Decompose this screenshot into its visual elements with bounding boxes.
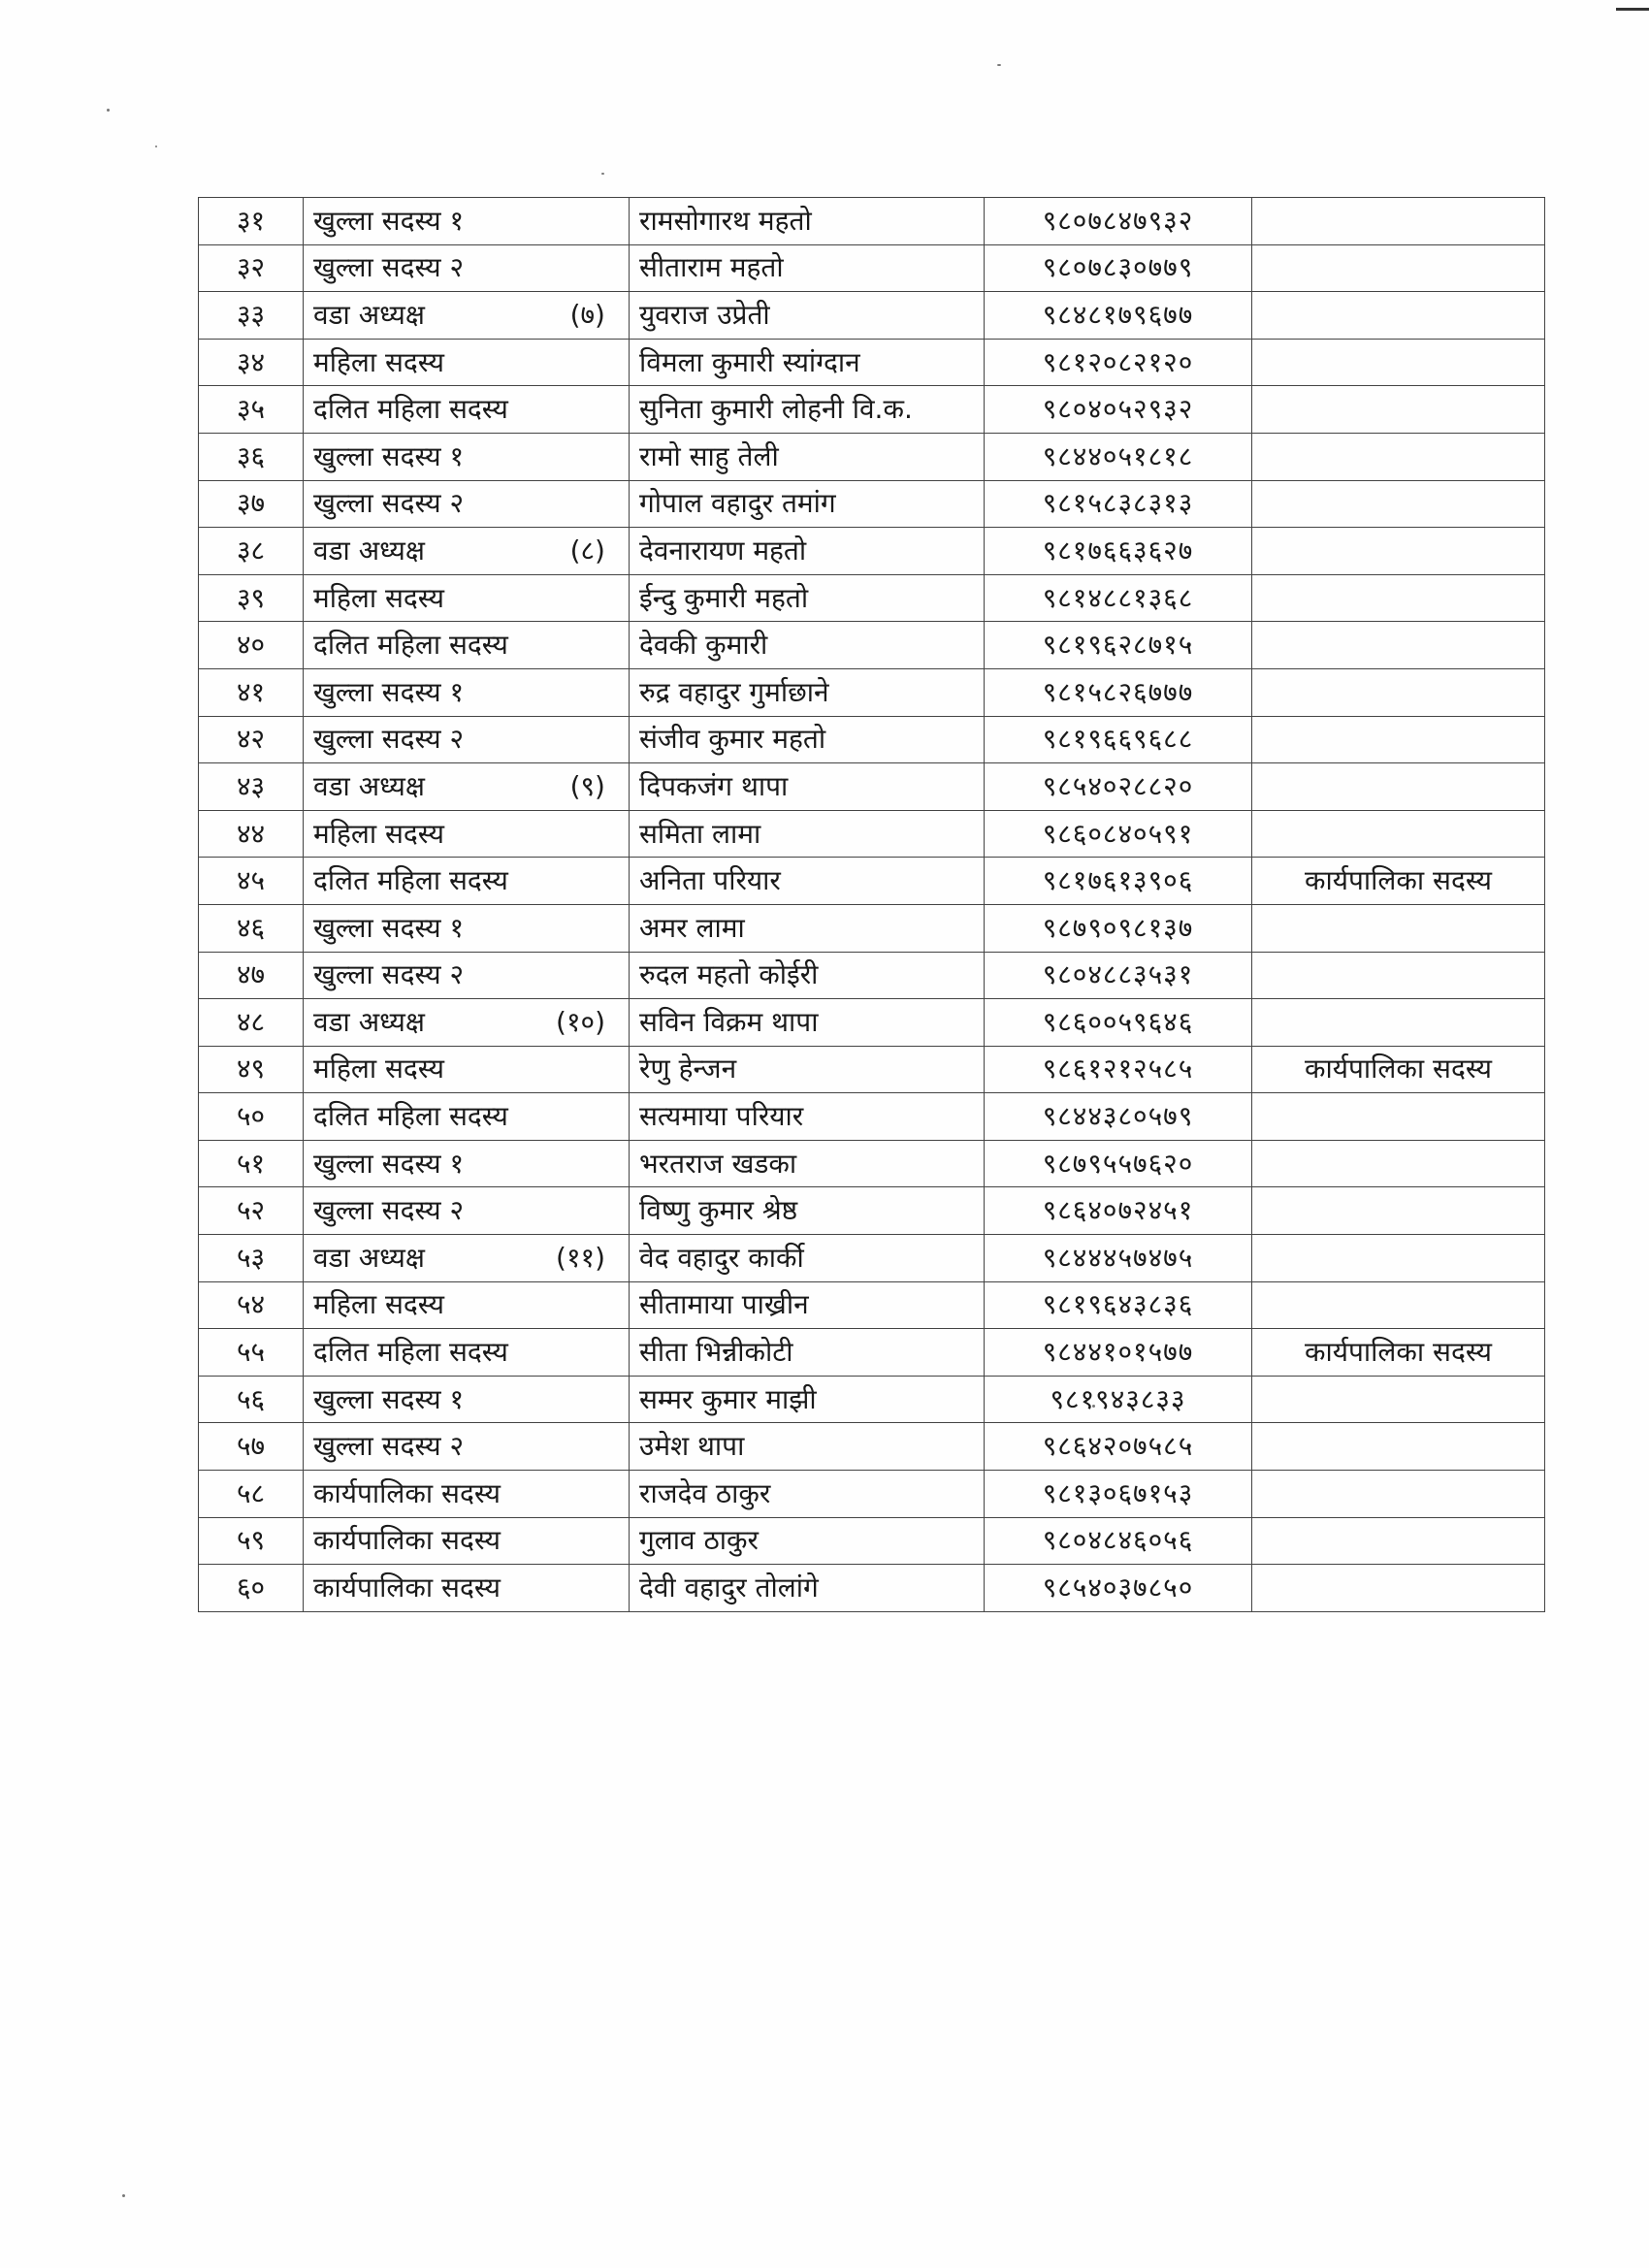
remark-cell	[1252, 244, 1545, 292]
post-cell	[304, 198, 630, 245]
table-row	[199, 952, 1545, 999]
serial-number-cell: ३७	[199, 480, 304, 528]
remark-cell	[1252, 668, 1545, 716]
post-label: महिला सदस्य	[313, 581, 444, 614]
ward-number: (९)	[569, 769, 605, 802]
post-cell-content	[313, 1476, 619, 1509]
phone-number-cell: ९८७९०९८१३७	[985, 904, 1252, 952]
post-cell	[304, 292, 630, 340]
remark-cell	[1252, 952, 1545, 999]
serial-number-cell: ५१	[199, 1140, 304, 1187]
post-cell-content	[313, 911, 619, 944]
serial-number-cell: ३२	[199, 244, 304, 292]
member-name-cell: सीताराम महतो	[630, 244, 985, 292]
remark-cell	[1252, 1376, 1545, 1423]
remark-cell	[1252, 528, 1545, 575]
member-name-cell: देवनारायण महतो	[630, 528, 985, 575]
phone-number-cell: ९८६००५९६४६	[985, 999, 1252, 1047]
table-row	[199, 999, 1545, 1047]
phone-number-cell: ९८१५८२६७७७	[985, 668, 1252, 716]
post-cell	[304, 1140, 630, 1187]
post-cell	[304, 716, 630, 763]
post-cell-content	[313, 393, 619, 426]
serial-number-cell: ५४	[199, 1281, 304, 1329]
member-name-cell: रुद्र वहादुर गुर्माछाने	[630, 668, 985, 716]
member-name-cell: विमला कुमारी स्यांग्दान	[630, 339, 985, 386]
post-cell-content	[313, 1288, 619, 1321]
post-cell-content	[313, 629, 619, 662]
table-row	[199, 198, 1545, 245]
member-name-cell: रामसोगारथ महतो	[630, 198, 985, 245]
serial-number-cell: ५६	[199, 1376, 304, 1423]
post-cell-content	[313, 251, 619, 284]
phone-number-cell: ९८६४०७२४५१	[985, 1187, 1252, 1235]
table-row	[199, 716, 1545, 763]
member-name-cell: सीतामाया पाख्रीन	[630, 1281, 985, 1329]
remark-cell	[1252, 904, 1545, 952]
post-label: महिला सदस्य	[313, 817, 444, 850]
table-row	[199, 668, 1545, 716]
post-cell-content	[313, 864, 619, 897]
post-label: कार्यपालिका सदस्य	[313, 1476, 501, 1509]
serial-number-cell: ३१	[199, 198, 304, 245]
post-label: महिला सदस्य	[313, 1053, 444, 1085]
serial-number-cell: ५०	[199, 1093, 304, 1141]
remark-cell	[1252, 386, 1545, 434]
phone-number-cell: ९८१७६१३९०६	[985, 858, 1252, 905]
remark-cell	[1252, 574, 1545, 622]
post-label: दलित महिला सदस्य	[313, 629, 508, 662]
post-cell-content	[313, 1100, 619, 1133]
post-cell-content	[313, 1430, 619, 1463]
post-cell	[304, 810, 630, 858]
table-row	[199, 339, 1545, 386]
member-name-cell: गोपाल वहादुर तमांग	[630, 480, 985, 528]
scan-speck	[107, 109, 110, 112]
table-row	[199, 763, 1545, 811]
phone-number-cell: ९८१५८३८३१३	[985, 480, 1252, 528]
post-label: खुल्ला सदस्य २	[313, 723, 465, 756]
member-name-cell: देवकी कुमारी	[630, 622, 985, 669]
member-name-cell: राजदेव ठाकुर	[630, 1471, 985, 1518]
post-label: दलित महिला सदस्य	[313, 1336, 508, 1369]
post-cell-content	[313, 769, 619, 802]
member-name-cell: सुनिता कुमारी लोहनी वि.क.	[630, 386, 985, 434]
post-cell	[304, 1565, 630, 1612]
remark-cell	[1252, 1093, 1545, 1141]
remark-cell: कार्यपालिका सदस्य	[1252, 1329, 1545, 1377]
phone-number-cell: ९८१२०८२१२०	[985, 339, 1252, 386]
table-row	[199, 1565, 1545, 1612]
post-label: वडा अध्यक्ष	[313, 298, 425, 331]
phone-number-cell: ९८५४०३७८५०	[985, 1565, 1252, 1612]
phone-number-cell: ९८६०८४०५९१	[985, 810, 1252, 858]
post-cell-content	[313, 298, 619, 331]
post-cell-content	[313, 675, 619, 708]
phone-number-cell: ९८४४३८०५७९	[985, 1093, 1252, 1141]
member-name-cell: अनिता परियार	[630, 858, 985, 905]
post-cell	[304, 339, 630, 386]
member-name-cell: भरतराज खडका	[630, 1140, 985, 1187]
post-label: खुल्ला सदस्य २	[313, 1430, 465, 1463]
serial-number-cell: ५७	[199, 1423, 304, 1471]
table-row	[199, 1423, 1545, 1471]
serial-number-cell: ५९	[199, 1517, 304, 1565]
serial-number-cell: ५३	[199, 1235, 304, 1282]
remark-cell	[1252, 1187, 1545, 1235]
member-list-body	[199, 198, 1545, 1612]
post-label: खुल्ला सदस्य २	[313, 487, 465, 520]
table-row	[199, 622, 1545, 669]
post-cell	[304, 622, 630, 669]
phone-number-cell: ९८६४२०७५८५	[985, 1423, 1252, 1471]
scan-speck	[155, 146, 157, 147]
remark-cell	[1252, 1471, 1545, 1518]
post-cell	[304, 668, 630, 716]
table-row	[199, 386, 1545, 434]
post-cell-content	[313, 1055, 619, 1083]
table-row	[199, 433, 1545, 480]
remark-cell	[1252, 1281, 1545, 1329]
post-label: खुल्ला सदस्य १	[313, 675, 465, 708]
post-cell-content	[313, 1241, 619, 1274]
post-cell	[304, 904, 630, 952]
member-name-cell: रेणु हेन्जन	[630, 1046, 985, 1093]
post-label: कार्यपालिका सदस्य	[313, 1524, 501, 1557]
serial-number-cell: ४५	[199, 858, 304, 905]
remark-cell	[1252, 339, 1545, 386]
phone-number-cell: ९८४८१७९६७७	[985, 292, 1252, 340]
post-cell-content	[313, 345, 619, 378]
table-row	[199, 1093, 1545, 1141]
post-label: कार्यपालिका सदस्य	[313, 1571, 501, 1604]
member-name-cell: देवी वहादुर तोलांगे	[630, 1565, 985, 1612]
post-label: दलित महिला सदस्य	[313, 393, 508, 426]
phone-number-cell: ९८६१२१२५८५	[985, 1046, 1252, 1093]
post-cell-content	[313, 439, 619, 472]
post-cell-content	[313, 204, 619, 237]
post-label: महिला सदस्य	[313, 345, 444, 378]
member-name-cell: उमेश थापा	[630, 1423, 985, 1471]
table-row	[199, 904, 1545, 952]
serial-number-cell: ३८	[199, 528, 304, 575]
remark-cell	[1252, 716, 1545, 763]
member-name-cell: वेद वहादुर कार्की	[630, 1235, 985, 1282]
serial-number-cell: ५५	[199, 1329, 304, 1377]
serial-number-cell: ३६	[199, 433, 304, 480]
phone-number-cell: ९८१४८८१३६८	[985, 574, 1252, 622]
table-row	[199, 858, 1545, 905]
post-label: खुल्ला सदस्य १	[313, 911, 465, 944]
table-row	[199, 1140, 1545, 1187]
remark-cell	[1252, 198, 1545, 245]
post-cell-content	[313, 1005, 619, 1038]
phone-number-cell: ९८४४१०१५७७	[985, 1329, 1252, 1377]
post-cell	[304, 386, 630, 434]
post-label: वडा अध्यक्ष	[313, 1241, 425, 1274]
post-cell-content	[313, 1194, 619, 1227]
scan-edge-mark	[1616, 8, 1649, 11]
phone-number-cell: ९८०७८४७९३२	[985, 198, 1252, 245]
post-cell	[304, 1093, 630, 1141]
post-label: खुल्ला सदस्य १	[313, 1382, 465, 1415]
post-cell	[304, 244, 630, 292]
table-row	[199, 1517, 1545, 1565]
serial-number-cell: ४७	[199, 952, 304, 999]
scan-speck	[122, 2194, 125, 2197]
post-cell-content	[313, 817, 619, 850]
post-cell	[304, 480, 630, 528]
serial-number-cell: ४१	[199, 668, 304, 716]
serial-number-cell: ६०	[199, 1565, 304, 1612]
member-name-cell: रामो साहु तेली	[630, 433, 985, 480]
post-cell-content	[313, 1336, 619, 1369]
phone-number-cell: ९८४४०५१८१८	[985, 433, 1252, 480]
post-cell	[304, 574, 630, 622]
remark-cell	[1252, 810, 1545, 858]
post-cell-content	[313, 487, 619, 520]
post-cell-content	[313, 534, 619, 567]
post-cell	[304, 1329, 630, 1377]
member-name-cell: सविन विक्रम थापा	[630, 999, 985, 1047]
member-name-cell: दिपकजंग थापा	[630, 763, 985, 811]
member-name-cell: संजीव कुमार महतो	[630, 716, 985, 763]
serial-number-cell: ४०	[199, 622, 304, 669]
remark-cell	[1252, 1565, 1545, 1612]
table-row	[199, 1235, 1545, 1282]
ward-number: (७)	[569, 298, 605, 331]
post-label: वडा अध्यक्ष	[313, 534, 425, 567]
post-cell-content	[313, 1524, 619, 1557]
post-cell-content	[313, 1382, 619, 1415]
post-cell-content	[313, 1147, 619, 1180]
post-label: खुल्ला सदस्य १	[313, 1147, 465, 1180]
remark-cell	[1252, 292, 1545, 340]
phone-number-cell: ९८१९६२८७१५	[985, 622, 1252, 669]
member-name-cell: सीता भिन्नीकोटी	[630, 1329, 985, 1377]
phone-number-cell: ९८१९६४३८३६	[985, 1281, 1252, 1329]
table-row	[199, 1471, 1545, 1518]
remark-cell	[1252, 1423, 1545, 1471]
post-cell	[304, 528, 630, 575]
post-cell	[304, 1376, 630, 1423]
serial-number-cell: ३३	[199, 292, 304, 340]
table-row	[199, 810, 1545, 858]
ward-number: (१०)	[556, 1005, 605, 1038]
member-name-cell: युवराज उप्रेती	[630, 292, 985, 340]
member-list-table-container	[198, 197, 1544, 1612]
post-cell	[304, 999, 630, 1047]
post-label: खुल्ला सदस्य २	[313, 958, 465, 991]
post-cell	[304, 1046, 630, 1093]
post-cell	[304, 763, 630, 811]
phone-number-cell: ९८४४४५७४७५	[985, 1235, 1252, 1282]
phone-number-cell: ९८०४०५२९३२	[985, 386, 1252, 434]
remark-cell	[1252, 433, 1545, 480]
serial-number-cell: ४४	[199, 810, 304, 858]
post-cell	[304, 1187, 630, 1235]
ward-number: (८)	[569, 534, 605, 567]
phone-number-cell: ९८१७६६३६२७	[985, 528, 1252, 575]
member-list-table	[198, 197, 1545, 1612]
post-cell-content	[313, 1571, 619, 1604]
phone-number-cell: ९८७९५५७६२०	[985, 1140, 1252, 1187]
table-row	[199, 574, 1545, 622]
remark-cell: कार्यपालिका सदस्य	[1252, 858, 1545, 905]
post-label: वडा अध्यक्ष	[313, 1005, 425, 1038]
member-name-cell: सत्यमाया परियार	[630, 1093, 985, 1141]
serial-number-cell: ४३	[199, 763, 304, 811]
post-cell	[304, 1517, 630, 1565]
post-cell-content	[313, 723, 619, 756]
table-row	[199, 244, 1545, 292]
member-name-cell: रुदल महतो कोईरी	[630, 952, 985, 999]
member-name-cell: ईन्दु कुमारी महतो	[630, 574, 985, 622]
scan-speck	[601, 173, 604, 175]
post-label: महिला सदस्य	[313, 1288, 444, 1321]
post-label: खुल्ला सदस्य २	[313, 1194, 465, 1227]
post-cell	[304, 1235, 630, 1282]
table-row	[199, 292, 1545, 340]
table-row	[199, 1329, 1545, 1377]
remark-cell	[1252, 999, 1545, 1047]
remark-cell	[1252, 1140, 1545, 1187]
remark-cell	[1252, 1235, 1545, 1282]
scan-speck	[997, 64, 1001, 66]
serial-number-cell: ५८	[199, 1471, 304, 1518]
post-label: खुल्ला सदस्य १	[313, 204, 465, 237]
post-cell-content	[313, 581, 619, 614]
remark-cell	[1252, 480, 1545, 528]
phone-number-cell: ९८०७८३०७७९	[985, 244, 1252, 292]
serial-number-cell: ४६	[199, 904, 304, 952]
post-label: खुल्ला सदस्य २	[313, 251, 465, 284]
post-label: दलित महिला सदस्य	[313, 864, 508, 897]
serial-number-cell: ४८	[199, 999, 304, 1047]
table-row	[199, 1376, 1545, 1423]
member-name-cell: गुलाव ठाकुर	[630, 1517, 985, 1565]
table-row	[199, 1046, 1545, 1093]
member-name-cell: सम्मर कुमार माझी	[630, 1376, 985, 1423]
serial-number-cell: ५२	[199, 1187, 304, 1235]
remark-cell	[1252, 1517, 1545, 1565]
phone-number-cell: ९८१९४३८३३	[985, 1376, 1252, 1423]
post-cell	[304, 1281, 630, 1329]
serial-number-cell: ४२	[199, 716, 304, 763]
post-label: वडा अध्यक्ष	[313, 769, 425, 802]
serial-number-cell: ४९	[199, 1046, 304, 1093]
phone-number-cell: ९८१३०६७१५३	[985, 1471, 1252, 1518]
post-cell	[304, 952, 630, 999]
serial-number-cell: ३४	[199, 339, 304, 386]
post-cell	[304, 1423, 630, 1471]
post-cell	[304, 858, 630, 905]
post-cell-content	[313, 958, 619, 991]
table-row	[199, 1187, 1545, 1235]
table-row	[199, 1281, 1545, 1329]
phone-number-cell: ९८०४८८३५३१	[985, 952, 1252, 999]
table-row	[199, 480, 1545, 528]
phone-number-cell: ९८५४०२८८२०	[985, 763, 1252, 811]
member-name-cell: समिता लामा	[630, 810, 985, 858]
post-label: खुल्ला सदस्य १	[313, 439, 465, 472]
phone-number-cell: ९८०४८४६०५६	[985, 1517, 1252, 1565]
remark-cell	[1252, 622, 1545, 669]
post-cell	[304, 1471, 630, 1518]
remark-cell: कार्यपालिका सदस्य	[1252, 1046, 1545, 1093]
member-name-cell: विष्णु कुमार श्रेष्ठ	[630, 1187, 985, 1235]
post-cell	[304, 433, 630, 480]
remark-cell	[1252, 763, 1545, 811]
serial-number-cell: ३५	[199, 386, 304, 434]
phone-number-cell: ९८१९६६९६८८	[985, 716, 1252, 763]
ward-number: (११)	[556, 1241, 605, 1274]
post-label: दलित महिला सदस्य	[313, 1100, 508, 1133]
member-name-cell: अमर लामा	[630, 904, 985, 952]
table-row	[199, 528, 1545, 575]
serial-number-cell: ३९	[199, 574, 304, 622]
